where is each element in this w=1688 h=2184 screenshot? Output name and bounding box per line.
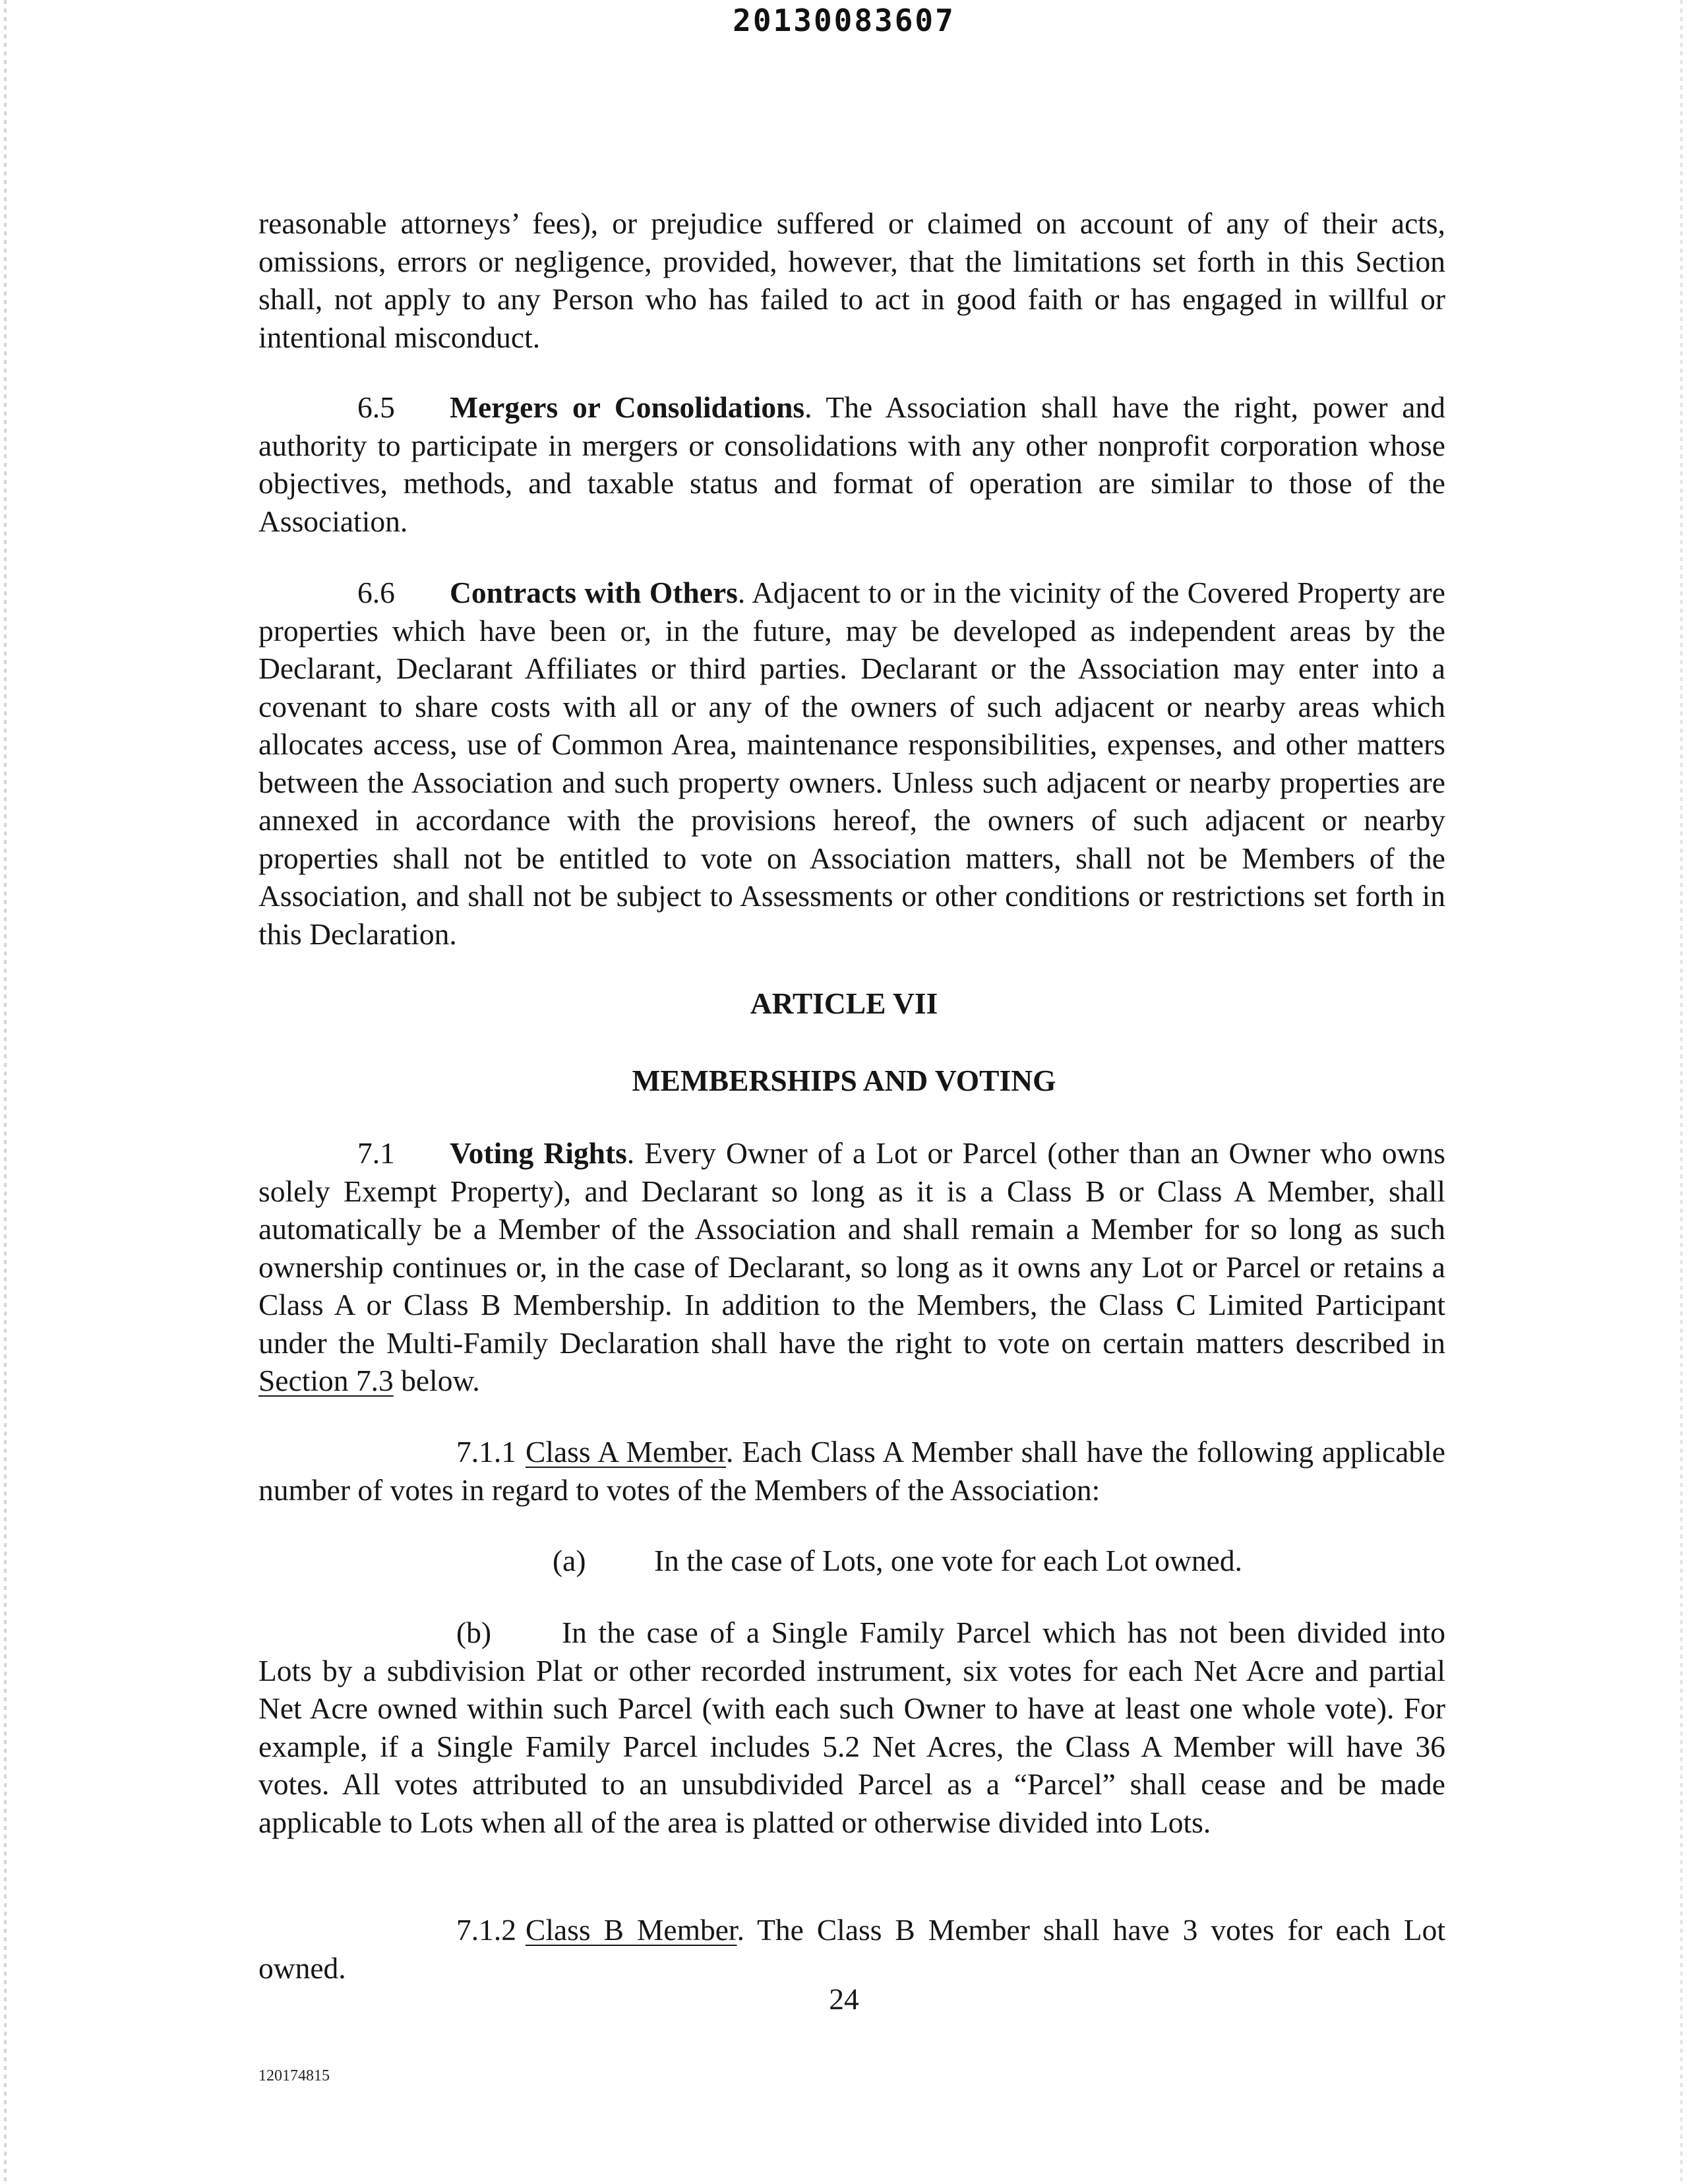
subsection-heading: Class B Member: [526, 1913, 737, 1947]
article-title: MEMBERSHIPS AND VOTING: [632, 1064, 1056, 1097]
section-7-1-1: [258, 1433, 1445, 1509]
item-label: (a): [553, 1544, 586, 1577]
subsection-number: 7.1.2: [456, 1913, 516, 1947]
section-number: 6.5: [357, 390, 395, 424]
footer-doc-id: 120174815: [258, 2067, 330, 2084]
subsection-body: . The Class B Member shall have 3 votes for each Lot owned.: [258, 1913, 1445, 1985]
section-number: 7.1: [357, 1136, 395, 1170]
section-7-1-2: [258, 1911, 1445, 1987]
subsection-number: 7.1.1: [456, 1435, 516, 1469]
section-6-5: [258, 388, 1445, 540]
continuation-paragraph: reasonable attorneys’ fees), or prejudice suffered or claimed on account of any of their acts, omissions, errors or negligence, provided, however, that the limitations set forth in this Section shall, not apply to any Person who has failed to act in good faith or has engaged in willful or intentional misconduct.: [258, 206, 1445, 354]
item-text: In the case of Lots, one vote for each Lot owned.: [654, 1544, 1242, 1577]
section-body: . Adjacent to or in the vicinity of the Covered Property are properties which have been or, in the future, may be developed as independent areas by the Declarant, Declarant Affiliates or third parties. Declarant or the Association may enter into a covenant to share costs with all or any of the owners of such adjacent or nearby areas which allocates access, use of Common Area, maintenance responsibilities, expenses, and other matters between the Association and such property owners. Unless such adjacent or nearby properties are annexed in accordance with the provisions hereof, the owners of such adjacent or nearby properties shall not be entitled to vote on Association matters, shall not be Members of the Association, and shall not be subject to Assessments or other conditions or restrictions set forth in this Declaration.: [258, 576, 1445, 951]
section-heading: Voting Rights: [450, 1136, 627, 1170]
subsection-heading: Class A Member: [526, 1435, 727, 1469]
item-b: [258, 1614, 1445, 1841]
item-a: [553, 1543, 1476, 1578]
section-reference-link: Section 7.3: [258, 1364, 394, 1397]
section-body-tail: below.: [393, 1364, 480, 1397]
section-heading: Contracts with Others: [450, 576, 738, 609]
item-label: (b): [456, 1616, 492, 1649]
section-number: 6.6: [357, 576, 395, 609]
section-6-6: [258, 574, 1445, 953]
recording-number: 20130083607: [733, 3, 955, 38]
section-7-1: [258, 1134, 1445, 1400]
item-text: In the case of a Single Family Parcel which has not been divided into Lots by a subdivision Plat or other recorded instrument, six votes for each Net Acre and partial Net Acre owned within such Parcel (with each such Owner to have at least one whole vote). For example, if a Single Family Parcel includes 5.2 Net Acres, the Class A Member will have 36 votes. All votes attributed to an unsubdivided Parcel as a “Parcel” shall cease and be made applicable to Lots when all of the area is platted or otherwise divided into Lots.: [258, 1616, 1445, 1839]
article-number: ARTICLE VII: [750, 986, 938, 1020]
subsection-body: . Each Class A Member shall have the following applicable number of votes in regard to votes of the Members of the Association:: [258, 1435, 1445, 1507]
section-body: . The Association shall have the right, power and authority to participate in mergers or consolidations with any other nonprofit corporation whose objectives, methods, and taxable status and format of operation are similar to those of the Association.: [258, 390, 1445, 538]
section-body: . Every Owner of a Lot or Parcel (other than an Owner who owns solely Exempt Property), and Declarant so long as it is a Class B or Class A Member, shall automatically be a Member of the Association and shall remain a Member for so long as such ownership continues or, in the case of Declarant, so long as it owns any Lot or Parcel or retains a Class A or Class B Membership. In addition to the Members, the Class C Limited Participant under the Multi-Family Declaration shall have the right to vote on certain matters described in: [258, 1136, 1445, 1360]
page-number: 24: [829, 1982, 859, 2016]
section-heading: Mergers or Consolidations: [450, 390, 805, 424]
